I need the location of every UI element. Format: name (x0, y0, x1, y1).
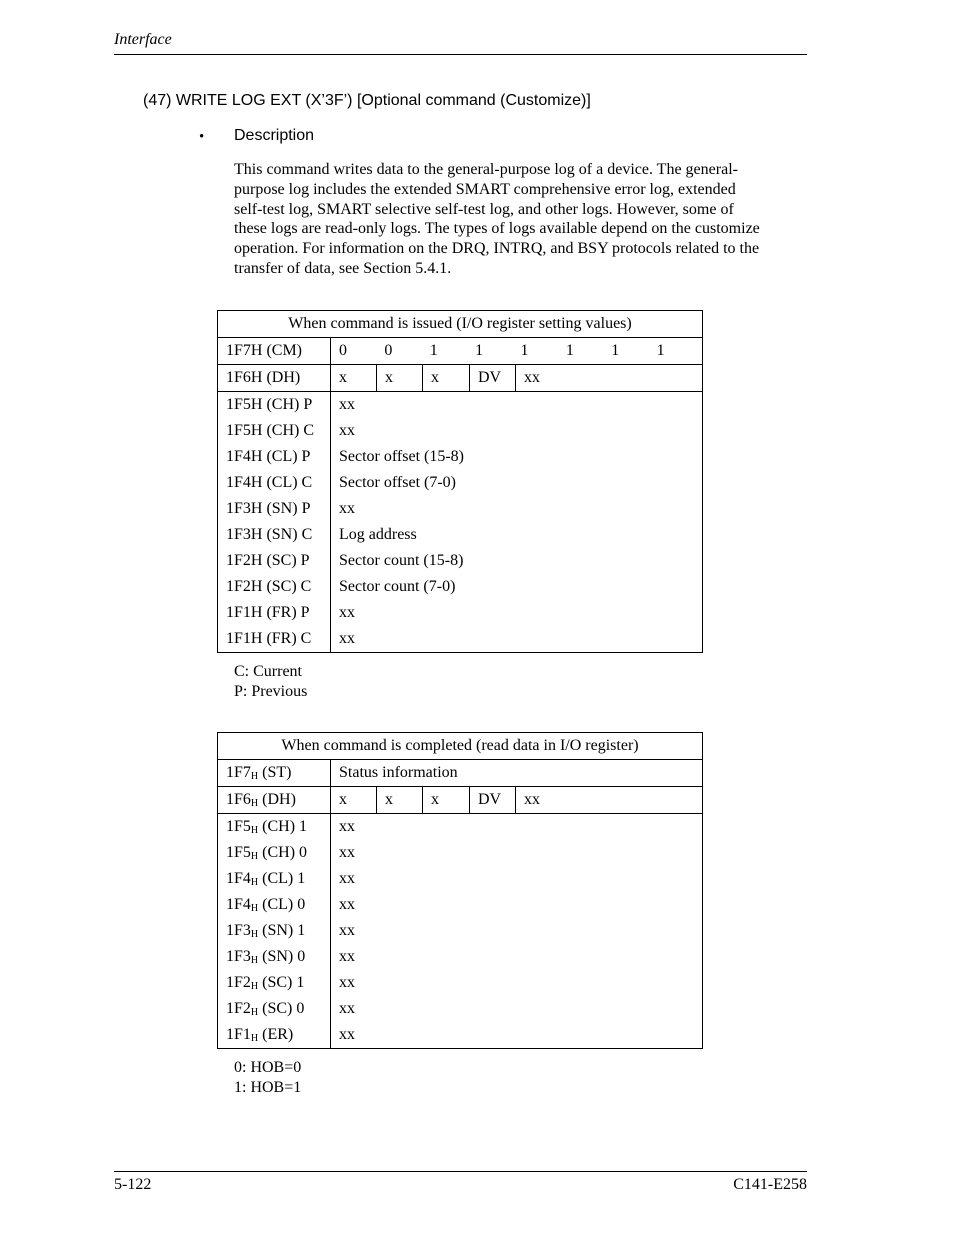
register-value: xx (339, 818, 355, 835)
completed-register-table (217, 732, 703, 1049)
legend-previous: P: Previous (234, 683, 308, 700)
dh-field: xx (524, 369, 540, 386)
register-value: xx (339, 844, 355, 861)
st-register-label: $1F7_H$ (ST) (218, 760, 331, 787)
description-paragraph (234, 160, 804, 279)
register-value: xx (339, 870, 355, 887)
register-value: xx (339, 500, 355, 517)
register-value: Sector count (7-0) (339, 578, 456, 595)
register-value: xx (339, 604, 355, 621)
dh-field: x (331, 365, 377, 391)
register-label: 1F3H (SN) P (226, 500, 311, 517)
register-value: Sector offset (7-0) (339, 474, 456, 491)
legend-hob0: 0: HOB=0 (234, 1059, 302, 1076)
cm-register-bits (331, 338, 703, 365)
register-value: xx (339, 422, 355, 439)
dh-register-fields (331, 365, 703, 392)
register-value: Sector count (15-8) (339, 552, 464, 569)
register-value: Sector offset (15-8) (339, 448, 464, 465)
st-register-value: Status information (331, 760, 703, 787)
issued-register-table (217, 310, 703, 653)
cm-bit: 1 (429, 342, 438, 359)
cm-bit: 1 (520, 342, 529, 359)
register-label: $1F2_H$ (SC) 1 (226, 974, 305, 992)
register-label: 1F2H (SC) P (226, 552, 310, 569)
paragraph-line: operation. For information on the DRQ, INTRQ, and BSY protocols related to the (234, 240, 760, 258)
cm-bit: 1 (475, 342, 484, 359)
paragraph-line: self-test log, SMART selective self-test log, and other logs. However, some of (234, 200, 734, 218)
legend-current: C: Current (234, 663, 302, 680)
paragraph-line: transfer of data, see Section 5.4.1. (234, 259, 452, 277)
dh-field: x (423, 365, 470, 391)
register-label: 1F3H (SN) C (226, 526, 313, 543)
cm-bit: 1 (656, 342, 665, 359)
issued-register-list (218, 392, 331, 653)
page-number: 5-122 (114, 1176, 152, 1193)
completed-register-list (218, 814, 331, 1049)
register-label: 1F5H (CH) P (226, 396, 313, 413)
register-value: xx (339, 1026, 355, 1043)
issued-value-list (331, 392, 703, 653)
register-label: $1F2_H$ (SC) 0 (226, 1000, 305, 1018)
issued-table-title: When command is issued (I/O register setting values) (218, 311, 703, 338)
footer-rule (114, 1171, 807, 1172)
dh-field: x (377, 365, 423, 391)
register-value: xx (339, 630, 355, 647)
bullet-marker: • (199, 129, 205, 145)
dh-field: xx (524, 791, 540, 808)
register-label: $1F4_H$ (CL) 1 (226, 870, 306, 888)
cm-bit: 0 (384, 342, 393, 359)
register-value: xx (339, 974, 355, 991)
paragraph-line: This command writes data to the general-purpose log of a device. The general- (234, 161, 738, 178)
register-value: xx (339, 396, 355, 413)
paragraph-line: purpose log includes the extended SMART comprehensive error log, extended (234, 180, 736, 198)
running-header: Interface (114, 31, 172, 48)
cm-bit: 1 (565, 342, 574, 359)
dh-register-label: 1F6H (DH) (218, 365, 331, 392)
paragraph-line: these logs are read-only logs. The types of logs available depend on the customize (234, 220, 760, 238)
register-label: $1F1_H$ (ER) (226, 1026, 294, 1044)
register-label: 1F4H (CL) P (226, 448, 311, 465)
dh-field: x (377, 787, 423, 813)
register-label: $1F3_H$ (SN) 0 (226, 948, 306, 966)
legend-hob1: 1: HOB=1 (234, 1079, 302, 1096)
register-label: 1F5H (CH) C (226, 422, 315, 439)
dh-field: x (423, 787, 470, 813)
description-label: Description (234, 127, 315, 144)
register-value: xx (339, 1000, 355, 1017)
register-label: $1F4_H$ (CL) 0 (226, 896, 306, 914)
dh-field: DV (470, 365, 516, 391)
dh-field: DV (470, 787, 516, 813)
section-heading: (47) WRITE LOG EXT (X’3F’) [Optional command (Customize)] (143, 92, 591, 109)
completed-table-title: When command is completed (read data in I/O register) (218, 733, 703, 760)
register-value: xx (339, 922, 355, 939)
dh-register-label: $1F6_H$ (DH) (218, 787, 331, 814)
register-value: xx (339, 948, 355, 965)
register-label: 1F2H (SC) C (226, 578, 312, 595)
cm-bit: 1 (611, 342, 620, 359)
cm-register-label: 1F7H (CM) (218, 338, 331, 365)
completed-value-list (331, 814, 703, 1049)
register-label: 1F1H (FR) P (226, 604, 310, 621)
register-label: $1F5_H$ (CH) 1 (226, 818, 308, 836)
register-label: 1F4H (CL) C (226, 474, 313, 491)
register-label: 1F1H (FR) C (226, 630, 312, 647)
header-rule (114, 54, 807, 55)
cm-bit: 0 (339, 342, 347, 359)
register-label: $1F3_H$ (SN) 1 (226, 922, 306, 940)
register-value: Log address (339, 526, 417, 543)
register-label: $1F5_H$ (CH) 0 (226, 844, 308, 862)
document-id: C141-E258 (733, 1176, 807, 1193)
dh-field: x (331, 787, 377, 813)
dh-register-fields (331, 787, 703, 814)
register-value: xx (339, 896, 355, 913)
